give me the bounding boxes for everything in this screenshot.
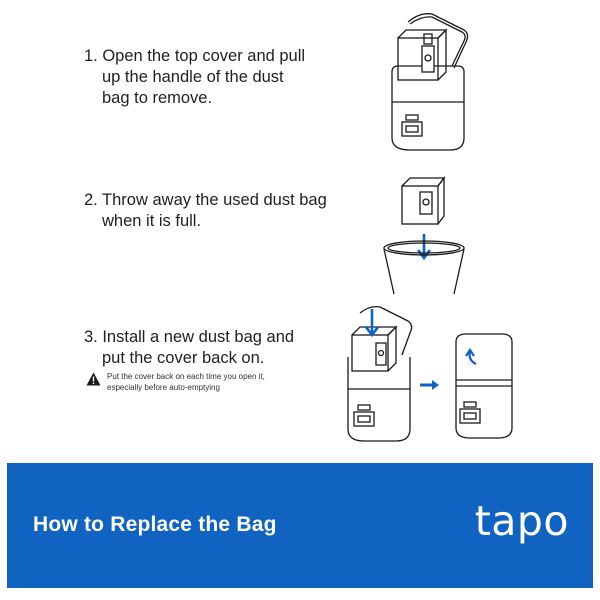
step-1-line-1: 1. Open the top cover and pull (84, 47, 306, 65)
warning-icon (86, 372, 101, 386)
step-1-text (84, 46, 305, 109)
step-2-line-2: when it is full. (102, 212, 202, 230)
warning-note (86, 371, 265, 393)
warning-line-2: especially before auto-emptying (107, 383, 220, 392)
step-2-line-1: 2. Throw away the used dust bag (84, 191, 327, 209)
station-closed-illustration (448, 332, 520, 447)
step-1-line-2: up the handle of the dust (102, 68, 284, 86)
station-install-bag-illustration (340, 305, 420, 452)
arrow-right-icon (418, 378, 442, 397)
station-open-cover-illustration (380, 10, 480, 163)
step-2-text (84, 190, 327, 232)
step-3-text (84, 327, 294, 369)
banner-title: How to Replace the Bag (33, 513, 277, 536)
step-3-line-2: put the cover back on. (102, 349, 265, 367)
step-3-line-1: 3. Install a new dust bag and (84, 328, 295, 346)
footer-banner (7, 463, 593, 588)
tapo-logo: tapo (474, 497, 569, 545)
step-1-line-3: bag to remove. (102, 89, 213, 107)
trash-bin-illustration (378, 172, 470, 301)
warning-line-1: Put the cover back on each time you open it, (107, 372, 265, 381)
